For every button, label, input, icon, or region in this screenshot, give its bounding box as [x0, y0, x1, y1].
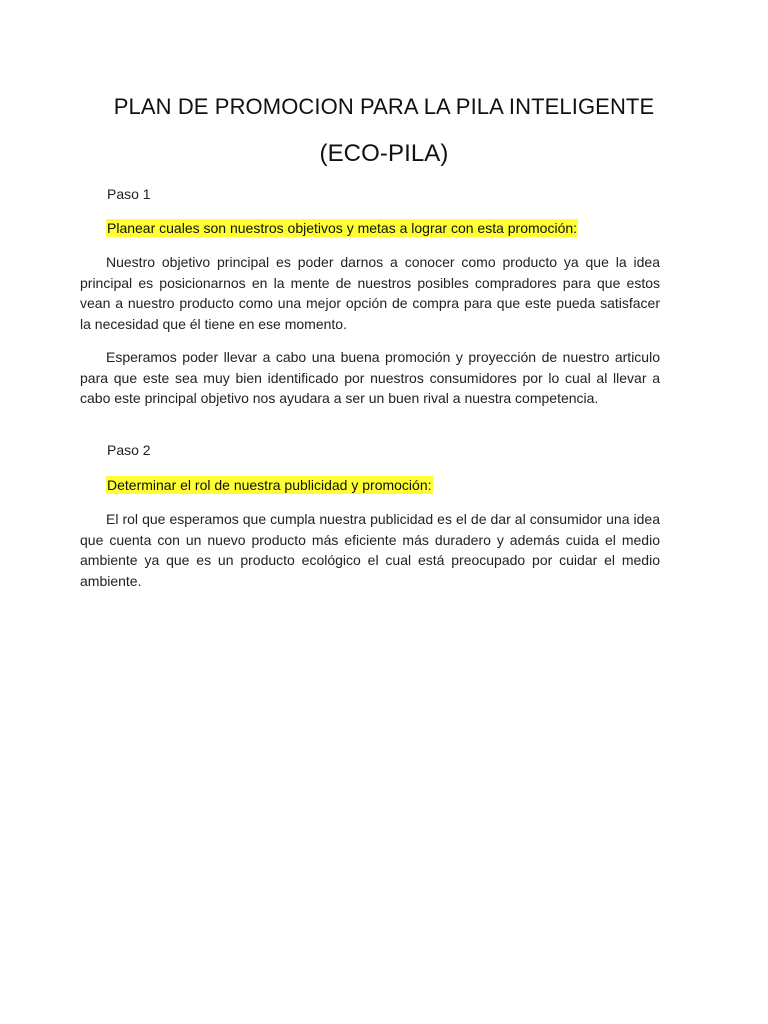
- step-1-label: Paso 1: [107, 186, 151, 202]
- step-1-heading: [106, 220, 578, 236]
- document-subtitle: (ECO-PILA): [319, 140, 449, 167]
- step-1-heading-text: Planear cuales son nuestros objetivos y metas a lograr con esta promoción:: [107, 220, 578, 236]
- step-2-heading-text: Determinar el rol de nuestra publicidad y promoción:: [107, 477, 432, 493]
- step-2-heading: [106, 477, 433, 493]
- step-2-label: Paso 2: [107, 442, 151, 458]
- document-title: PLAN DE PROMOCION PARA LA PILA INTELIGENTE: [113, 94, 655, 119]
- step-1-paragraph-1: Nuestro objetivo principal es poder darnos a conocer como producto ya que la idea principal es posicionarnos en la mente de nuestros posibles compradores para que estos vean a nuestro producto como una mejor opción de compra para que este pueda satisfacer la necesidad que él tiene en ese momento.: [80, 254, 660, 332]
- step-2-paragraph-1: El rol que esperamos que cumpla nuestra publicidad es el de dar al consumidor una idea que cuenta con un nuevo producto más eficiente más duradero y además cuida el medio ambiente ya que es un producto ecológico el cual está preocupado por cuidar el medio ambiente.: [80, 511, 660, 589]
- step-1-paragraph-2: Esperamos poder llevar a cabo una buena promoción y proyección de nuestro articulo para que este sea muy bien identificado por nuestros consumidores por lo cual al llevar a cabo este principal objetivo nos ayudara a ser un buen rival a nuestra competencia.: [80, 349, 660, 406]
